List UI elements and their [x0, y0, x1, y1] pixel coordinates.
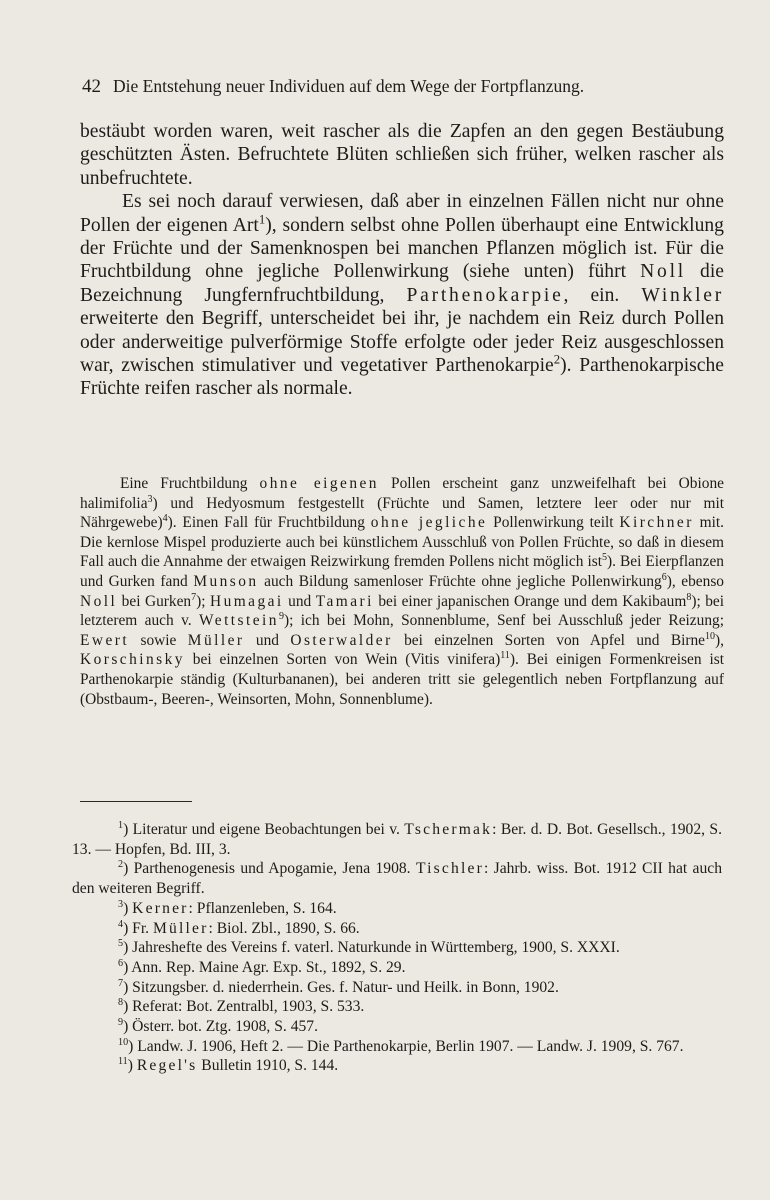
footnote: $^5$) Jahreshefte des Vereins f. vaterl. Naturkunde in Württemberg, 1900, S. XXXI.	[118, 938, 620, 957]
paragraph-2: Es sei noch darauf verwiesen, daß aber in einzelnen Fällen nicht nur ohne Pollen der eigenen Art$^1$), sondern selbst ohne Pollen überhaupt eine Entwicklung der Früchte und der Samenknospen bei manchen Pflanzen möglich ist. Für die Fruchtbildung ohne jegliche Pollenwirkung (siehe unten) führt Noll die Bezeichnung Jungfernfruchtbildung, Parthenokarpie, ein. Winkler erweiterte den Begriff, unterscheidet bei ihr, je nachdem ein Reiz durch Pollen oder anderweitige pulverförmige Stoffe erfolgte oder jeder Reiz ausgeschlossen war, zwischen stimulativer und vegetativer Parthenokarpie$^2$). Parthenokarpische Früchte reifen rascher als normale.	[80, 191, 724, 400]
small-print-paragraph: Eine Fruchtbildung ohne eigenen Pollen erscheint ganz unzweifelhaft bei Obione halimifolia$^3$) und Hedyosmum festgestellt (Früchte und Samen, letztere leer oder nur mit Nährgewebe)$^4$). Einen Fall für Fruchtbildung ohne jegliche Pollenwirkung teilt Kirchner mit. Die kernlose Mispel produzierte auch bei künstlichem Ausschluß von Pollen Früchte, so daß in diesem Fall auch die Annahme der etwaigen Reizwirkung fremden Pollens nicht möglich ist$^5$). Bei Eierpflanzen und Gurken fand Munson auch Bildung samenloser Früchte ohne jegliche Pollenwirkung$^6$), ebenso Noll bei Gurken$^7$); Humagai und Tamari bei einer japanischen Orange und dem Kakibaum$^8$); bei letzterem auch v. Wettstein$^9$); ich bei Mohn, Sonnenblume, Senf bei Ausschluß jeder Reizung; Ewert sowie Müller und Osterwalder bei einzelnen Sorten von Apfel und Birne$^{10}$), Korschinsky bei einzelnen Sorten von Wein (Vitis vinifera)$^{11}$). Bei einigen Formenkreisen ist Parthenokarpie ständig (Kulturbananen), bei anderen tritt sie gelegentlich neben Fortpflanzung auf (Obstbaum-, Beeren-, Weinsorten, Mohn, Sonnenblume).	[80, 475, 725, 708]
footnote-separator	[80, 801, 192, 802]
footnote: $^6$) Ann. Rep. Maine Agr. Exp. St., 1892, S. 29.	[118, 957, 406, 976]
footnote: $^2$) Parthenogenesis und Apogamie, Jena 1908. Tischler: Jahrb. wiss. Bot. 1912 CII hat auch den weiteren Begriff.	[72, 859, 722, 898]
footnote: $^{10}$) Landw. J. 1906, Heft 2. — Die Parthenokarpie, Berlin 1907. — Landw. J. 1909, S. 767.	[118, 1036, 684, 1055]
term-parthenokarpie: Parthenokarpie	[406, 284, 564, 306]
paragraph-1: bestäubt worden waren, weit rascher als die Zapfen an den gegen Bestäubung geschützten Ästen. Befruchtete Blüten schließen sich früher, welken rascher als unbefruchtete.	[80, 121, 724, 189]
page-number: 42	[82, 76, 101, 97]
footnote-ref: 1	[258, 212, 266, 227]
footnote: $^4$) Fr. Müller: Biol. Zbl., 1890, S. 66.	[118, 918, 360, 937]
footnote: $^7$) Sitzungsber. d. niederrhein. Ges. f. Natur- und Heilk. in Bonn, 1902.	[118, 977, 559, 996]
footnote: $^3$) Kerner: Pflanzenleben, S. 164.	[118, 898, 337, 917]
main-text	[80, 120, 724, 401]
footnote-ref: 2	[553, 352, 561, 367]
author-name: Winkler	[641, 284, 724, 306]
author-name: Noll	[640, 261, 686, 283]
running-header	[82, 76, 722, 98]
footnote: $^1$) Literatur und eigene Beobachtungen bei v. Tschermak: Ber. d. D. Bot. Gesellsch., 1902, S. 13. — Hopfen, Bd. III, 3.	[72, 819, 722, 858]
footnote: $^{11}$) Regel's Bulletin 1910, S. 144.	[118, 1056, 339, 1075]
footnotes	[72, 820, 722, 1076]
footnote: $^9$) Österr. bot. Ztg. 1908, S. 457.	[118, 1016, 318, 1036]
footnote: $^8$) Referat: Bot. Zentralbl, 1903, S. 533.	[118, 997, 365, 1016]
running-title: Die Entstehung neuer Individuen auf dem Wege der Fortpflanzung.	[113, 76, 585, 96]
